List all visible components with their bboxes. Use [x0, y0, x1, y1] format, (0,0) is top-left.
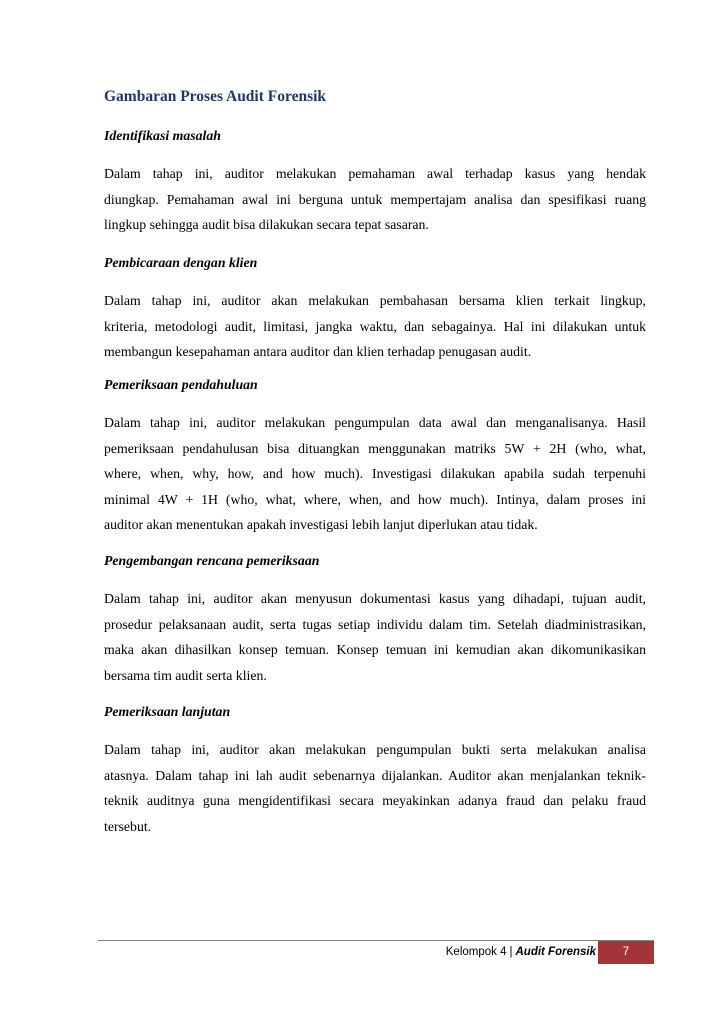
paragraph-line: tersebut.: [104, 818, 152, 834]
footer-group: Kelompok 4: [445, 946, 507, 958]
page-number-badge: 7: [598, 941, 654, 964]
paragraph-line: diungkap. Pemahaman awal ini berguna untuk mempertajam analisa dan spesifikasi ruang: [104, 191, 646, 207]
section-paragraph-pendahuluan: [104, 410, 646, 538]
paragraph-line: auditor akan menentukan apakah investigasi lebih lanjut diperlukan atau tidak.: [104, 517, 538, 533]
section-title-pendahuluan: Pemeriksaan pendahuluan: [104, 377, 258, 392]
section-title-lanjutan: Pemeriksaan lanjutan: [104, 704, 231, 719]
footer-separator: |: [509, 946, 513, 958]
section-title-pengembangan: Pengembangan rencana pemeriksaan: [104, 553, 320, 568]
section-paragraph-lanjutan: [104, 737, 646, 839]
section-title-identifikasi: Identifikasi masalah: [104, 128, 221, 143]
paragraph-line: maka akan dihasilkan konsep temuan. Konsep temuan ini kemudian akan dikomunikasikan: [104, 642, 646, 658]
paragraph-line: membangun kesepahaman antara auditor dan klien terhadap penugasan audit.: [104, 344, 532, 360]
section-paragraph-pengembangan: [104, 586, 646, 688]
paragraph-line: Dalam tahap ini, auditor melakukan pengumpulan data awal dan menganalisanya. Hasil: [104, 415, 646, 430]
paragraph-line: where, when, why, how, and how much). Investigasi dilakukan apabila sudah terpenuhi: [104, 466, 646, 482]
paragraph-line: kriteria, metodologi audit, limitasi, jangka waktu, dan sebagainya. Hal ini dilakukan untuk: [104, 318, 646, 334]
section-title-pembicaraan: Pembicaraan dengan klien: [104, 255, 258, 270]
footer-title: Audit Forensik: [515, 946, 596, 958]
paragraph-line: minimal 4W + 1H (who, what, where, when, and how much). Intinya, dalam proses ini: [104, 491, 646, 507]
paragraph-line: Dalam tahap ini, auditor melakukan pemahaman awal terhadap kasus yang hendak: [104, 166, 646, 181]
section-paragraph-pembicaraan: [104, 288, 646, 365]
paragraph-line: Dalam tahap ini, auditor akan melakukan pembahasan bersama klien terkait lingkup,: [104, 293, 646, 308]
paragraph-line: lingkup sehingga audit bisa dilakukan secara tepat sasaran.: [104, 217, 429, 233]
paragraph-line: pemeriksaan pendahulusan bisa dituangkan menggunakan matriks 5W + 2H (who, what,: [104, 440, 646, 456]
paragraph-line: bersama tim audit serta klien.: [104, 667, 267, 683]
footer-divider: [98, 940, 654, 941]
paragraph-line: teknik auditnya guna mengidentifikasi secara meyakinkan adanya fraud dan pelaku fraud: [104, 793, 646, 809]
paragraph-line: atasnya. Dalam tahap ini lah audit sebenarnya dijalankan. Auditor akan menjalankan teknik-: [104, 767, 646, 783]
paragraph-line: Dalam tahap ini, auditor akan menyusun dokumentasi kasus yang dihadapi, tujuan audit,: [104, 591, 646, 606]
footer-label: [446, 946, 596, 958]
page-heading: Gambaran Proses Audit Forensik: [104, 88, 327, 105]
paragraph-line: Dalam tahap ini, auditor akan melakukan pengumpulan bukti serta melakukan analisa: [104, 742, 646, 757]
paragraph-line: prosedur pelaksanaan audit, serta tugas setiap individu dalam tim. Setelah diadministrasikan,: [104, 616, 646, 632]
section-paragraph-identifikasi: [104, 161, 646, 238]
